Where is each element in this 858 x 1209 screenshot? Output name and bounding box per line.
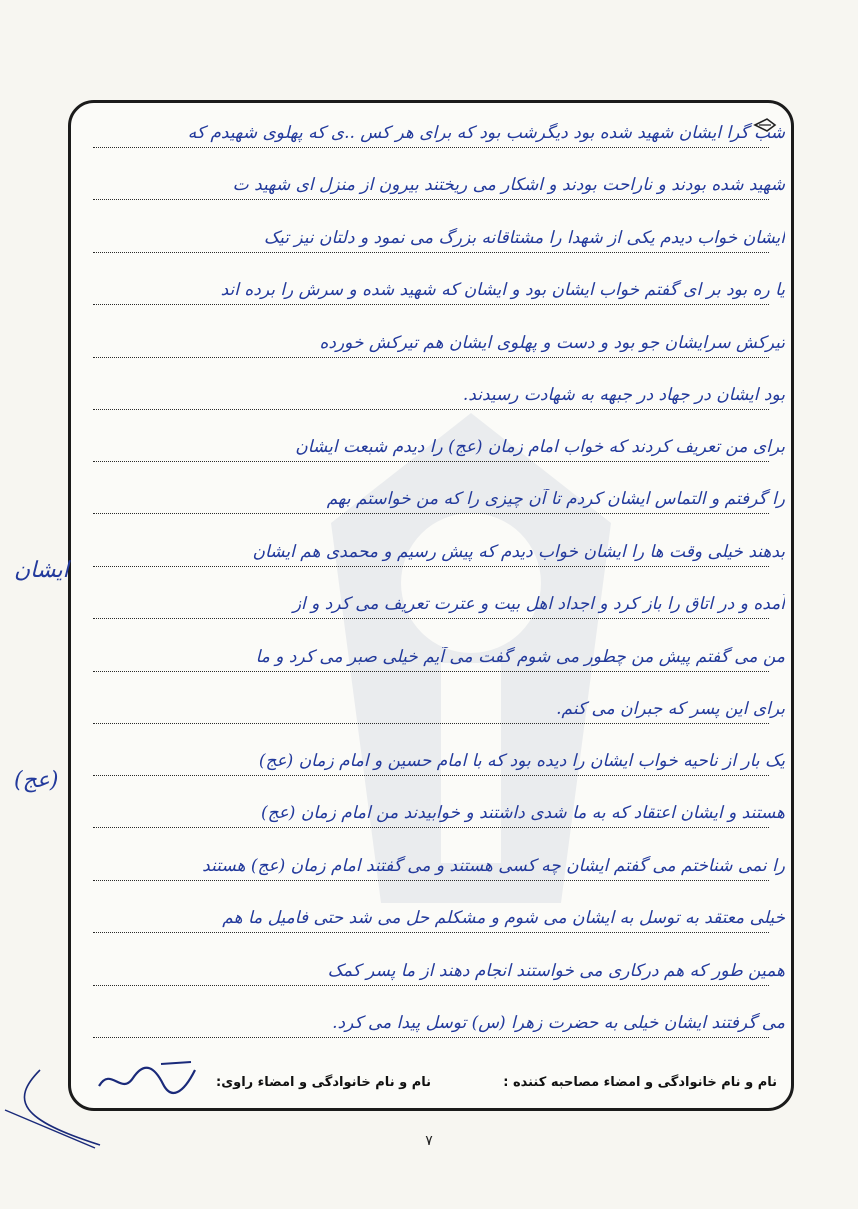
ruled-line [93,357,769,358]
interviewer-signature-label: نام و نام خانوادگی و امضاء مصاحبه کننده : [503,1075,777,1090]
handwritten-line: خیلی معتقد به توسل به ایشان می شوم و مشکلم حل می شد حتی فامیل ما هم [222,908,785,928]
handwritten-line: همین طور که هم درکاری می خواستند انجام دهند از ما پسر کمک [327,961,785,981]
ruled-line [93,252,769,253]
handwritten-line: یا ره بود بر ای گفتم خواب ایشان بود و ایشان که شهید شده و سرش را برده اند [220,280,785,300]
ruled-line [93,775,769,776]
ruled-line [93,409,769,410]
handwritten-line: شهید شده بودند و ناراحت بودند و اشکار می ریختند بیرون از منزل ای شهید ت [232,175,785,195]
ruled-line [93,723,769,724]
narrator-signature-label: نام و نام خانوادگی و امضاء راوی: [216,1075,431,1090]
handwritten-line: را گرفتم و التماس ایشان کردم تا آن چیزی را که من خواستم بهم [326,489,785,509]
handwritten-line: آمده و در اتاق را باز کرد و اجداد اهل بیت و عترت تعریف می کرد و از [292,594,785,614]
handwritten-line: تیرکش سرایشان جو بود و دست و پهلوی ایشان هم تیرکش خورده [319,333,785,353]
margin-note: ایشان [14,558,69,583]
handwritten-line: یک بار از ناحیه خواب ایشان را دیده بود که با امام حسین و امام زمان (عج) [258,751,785,771]
narrator-signature [91,1056,201,1102]
ruled-line [93,461,769,462]
interview-form-page [68,100,794,1111]
ruled-line [93,513,769,514]
ruled-line [93,1037,769,1038]
margin-note: (عج) [14,768,59,793]
handwritten-line: من می گفتم پیش من چطور می شوم گفت می آیم خیلی صبر می کرد و ما [255,647,785,667]
ruled-line [93,618,769,619]
handwritten-line: شب گرا ایشان شهید شده بود دیگرشب بود که برای هر کس ..ی که پهلوی شهیدم که [187,123,785,143]
handwritten-line: برای این پسر که جبران می کنم. [556,699,785,719]
handwritten-line: بود ایشان در جهاد در جبهه به شهادت رسیدند. [462,385,785,405]
handwritten-line: را نمی شناختم می گفتم ایشان چه کسی هستند و می گفتند امام زمان (عج) هستند [202,856,785,876]
handwritten-line: هستند و ایشان اعتقاد که به ما شدی داشتند و خوابیدند من امام زمان (عج) [261,803,785,823]
ruled-line [93,932,769,933]
ruled-line [93,671,769,672]
page-number: ۷ [425,1133,433,1149]
handwritten-line: بدهند خیلی وقت ها را ایشان خواب دیدم که پیش رسیم و محمدی هم ایشان [252,542,785,562]
ruled-line [93,304,769,305]
handwritten-line: می گرفتند ایشان خیلی به حضرت زهرا (س) توسل پیدا می کرد. [332,1013,785,1033]
handwritten-line: ایشان خواب دیدم یکی از شهدا را مشتاقانه بزرگ می نمود و دلتان نیز تیک [263,228,785,248]
ruled-line [93,985,769,986]
ruled-line [93,827,769,828]
ruled-line [93,147,769,148]
ruled-line [93,566,769,567]
ruled-line [93,199,769,200]
handwritten-line: برای من تعریف کردند که خواب امام زمان (عج) را دیدم شبعت ایشان [295,437,785,457]
ruled-line [93,880,769,881]
